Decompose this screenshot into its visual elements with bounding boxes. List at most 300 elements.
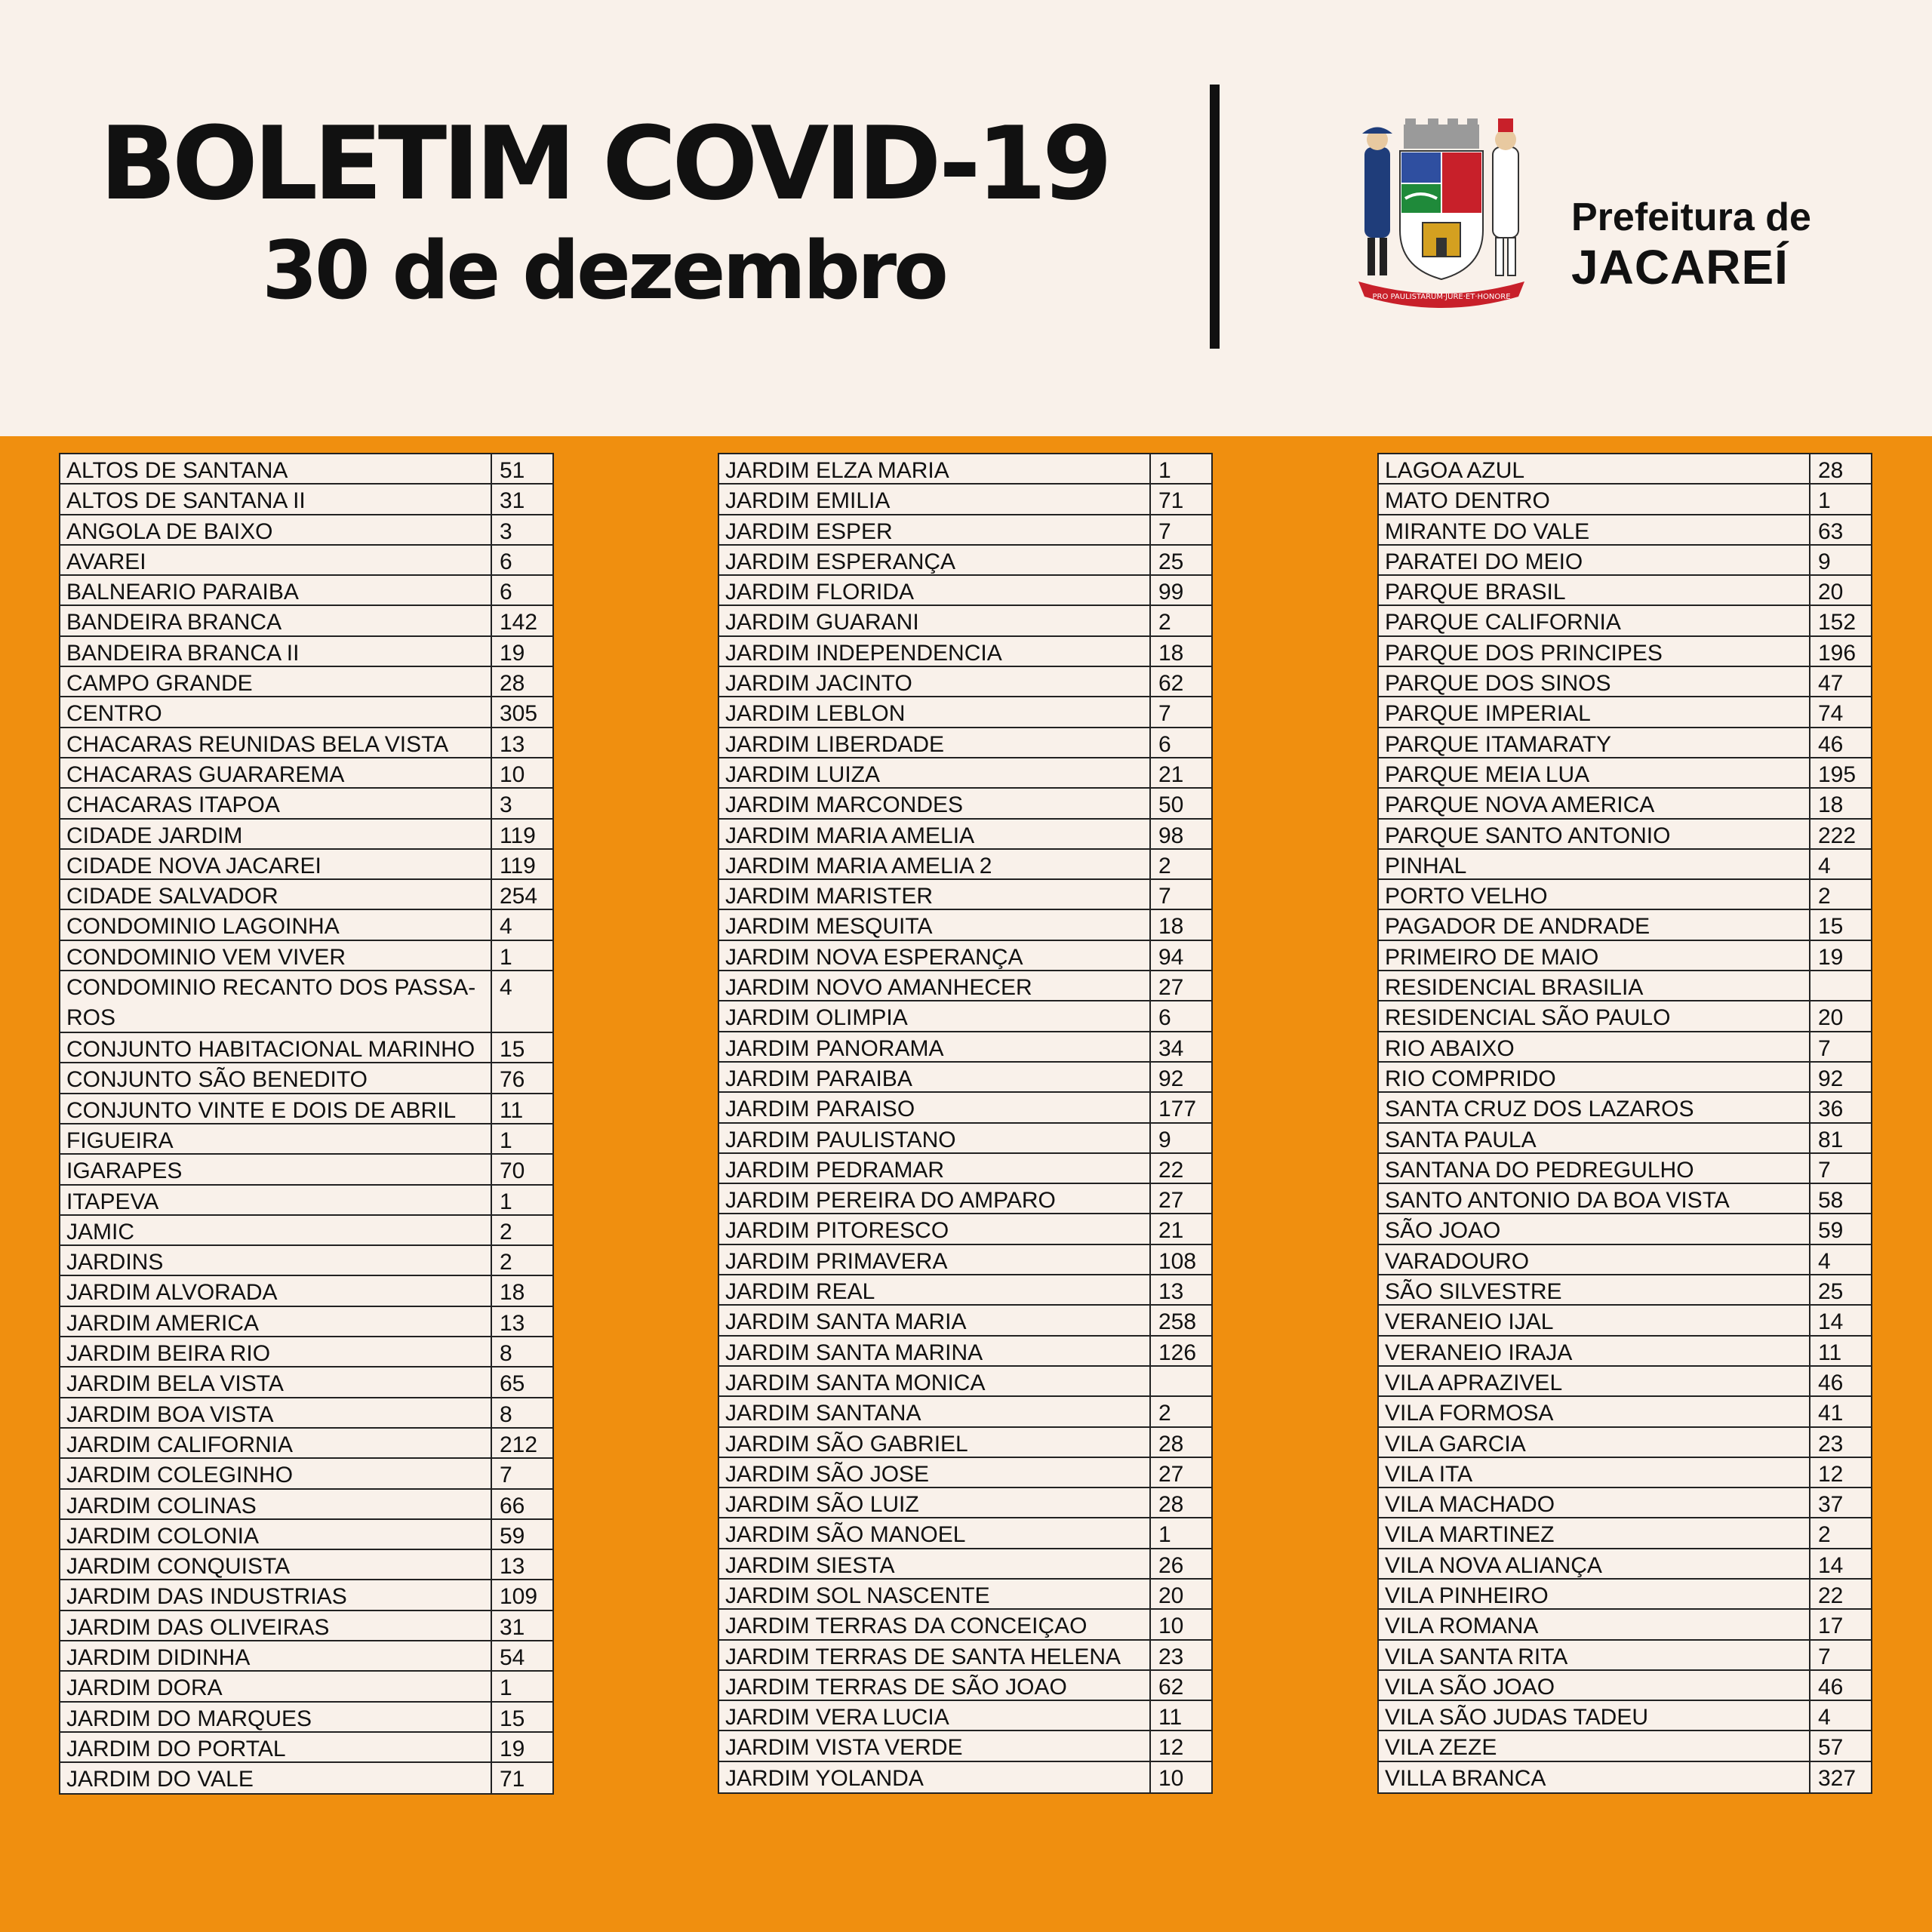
case-count: 21 bbox=[1158, 1218, 1184, 1244]
table-row bbox=[60, 697, 552, 728]
neighborhood-name: CAMPO GRANDE bbox=[60, 667, 492, 696]
case-count: 2 bbox=[1158, 1401, 1171, 1426]
neighborhood-name: JARDIM PRIMAVERA bbox=[719, 1245, 1151, 1274]
case-count: 7 bbox=[1158, 884, 1171, 909]
table-row bbox=[60, 1733, 552, 1763]
case-count: 62 bbox=[1158, 671, 1184, 697]
case-count: 212 bbox=[500, 1432, 538, 1457]
neighborhood-name: VILA ZEZE bbox=[1379, 1731, 1810, 1760]
case-count: 4 bbox=[500, 914, 512, 940]
neighborhood-name: JARDIM PAULISTANO bbox=[719, 1124, 1151, 1152]
case-count: 99 bbox=[1158, 580, 1184, 605]
neighborhood-name: JARDIM MESQUITA bbox=[719, 910, 1151, 939]
case-count: 28 bbox=[1818, 458, 1844, 483]
neighborhood-name: JARDIM VERA LUCIA bbox=[719, 1701, 1151, 1730]
case-count: 28 bbox=[500, 671, 525, 697]
table-row bbox=[60, 1459, 552, 1489]
table-row bbox=[1379, 1488, 1871, 1518]
neighborhood-name: JARDIM TERRAS DE SANTA HELENA bbox=[719, 1641, 1151, 1669]
neighborhood-name: JARDIM BOA VISTA bbox=[60, 1398, 492, 1427]
table-row bbox=[60, 1520, 552, 1550]
neighborhood-name: JARDIM ELZA MARIA bbox=[719, 454, 1151, 483]
case-count: 98 bbox=[1158, 823, 1184, 848]
case-count: 54 bbox=[500, 1644, 525, 1670]
case-count: 92 bbox=[1818, 1066, 1844, 1091]
case-count: 152 bbox=[1818, 610, 1857, 635]
neighborhood-name: JARDIM YOLANDA bbox=[719, 1762, 1151, 1792]
neighborhood-name: JARDIM LEBLON bbox=[719, 697, 1151, 726]
case-count bbox=[1810, 971, 1871, 1000]
table-row bbox=[719, 1610, 1211, 1640]
table-row bbox=[1379, 1154, 1871, 1184]
case-count: 222 bbox=[1818, 823, 1857, 848]
neighborhood-name: SANTO ANTONIO DA BOA VISTA bbox=[1379, 1184, 1810, 1213]
neighborhood-name: SANTA CRUZ DOS LAZAROS bbox=[1379, 1093, 1810, 1121]
table-row bbox=[719, 971, 1211, 1001]
case-count: 41 bbox=[1818, 1401, 1844, 1426]
table-row bbox=[719, 1275, 1211, 1306]
neighborhood-name: MATO DENTRO bbox=[1379, 485, 1810, 513]
table-row bbox=[60, 1094, 552, 1124]
case-count: 36 bbox=[1818, 1097, 1844, 1122]
neighborhood-name: VILA APRAZIVEL bbox=[1379, 1367, 1810, 1395]
case-count: 9 bbox=[1818, 549, 1831, 574]
neighborhood-name: JARDIM PANORAMA bbox=[719, 1032, 1151, 1061]
table-row bbox=[60, 667, 552, 697]
case-count: 15 bbox=[1818, 914, 1844, 940]
case-count: 7 bbox=[1818, 1644, 1831, 1669]
case-count: 2 bbox=[1818, 1522, 1831, 1548]
table-row bbox=[60, 1490, 552, 1520]
neighborhood-name: VILA ITA bbox=[1379, 1458, 1810, 1487]
case-count: 12 bbox=[1158, 1735, 1184, 1761]
table-row bbox=[719, 454, 1211, 485]
table-row bbox=[1379, 728, 1871, 758]
neighborhood-name: CENTRO bbox=[60, 697, 492, 726]
neighborhood-name: JARDIM FLORIDA bbox=[719, 576, 1151, 605]
table-row bbox=[1379, 1275, 1871, 1306]
neighborhood-name: PARATEI DO MEIO bbox=[1379, 546, 1810, 574]
case-count: 11 bbox=[500, 1097, 524, 1123]
case-count: 4 bbox=[1818, 853, 1831, 878]
neighborhood-name: PARQUE BRASIL bbox=[1379, 576, 1810, 605]
table-row bbox=[1379, 1337, 1871, 1367]
neighborhood-name: VILA NOVA ALIANÇA bbox=[1379, 1549, 1810, 1578]
neighborhood-name: ITAPEVA bbox=[60, 1186, 492, 1214]
case-count: 2 bbox=[1818, 884, 1831, 909]
case-count: 6 bbox=[500, 549, 512, 574]
neighborhood-name: JARDIM SÃO LUIZ bbox=[719, 1488, 1151, 1517]
table-row bbox=[1379, 1549, 1871, 1580]
neighborhood-name: JARDIM CALIFORNIA bbox=[60, 1429, 492, 1457]
neighborhood-name: JARDIM NOVO AMANHECER bbox=[719, 971, 1151, 1000]
case-count: 7 bbox=[500, 1463, 512, 1488]
case-count: 65 bbox=[500, 1371, 525, 1397]
case-count: 23 bbox=[1158, 1644, 1184, 1669]
table-row bbox=[719, 880, 1211, 910]
neighborhood-name: JARDIM LIBERDADE bbox=[719, 728, 1151, 757]
table-row bbox=[60, 1672, 552, 1702]
neighborhood-name: JARDIM SANTA MARIA bbox=[719, 1306, 1151, 1334]
case-count: 34 bbox=[1158, 1035, 1184, 1061]
bulletin-title: BOLETIM COVID-19 bbox=[99, 105, 1109, 223]
case-count: 46 bbox=[1818, 731, 1844, 757]
table-row bbox=[60, 1155, 552, 1185]
table-row bbox=[1379, 820, 1871, 850]
table-row bbox=[1379, 1762, 1871, 1792]
case-count: 13 bbox=[1158, 1279, 1184, 1305]
neighborhood-table-2 bbox=[718, 453, 1213, 1794]
case-count: 4 bbox=[500, 975, 512, 1001]
neighborhood-name: CHACARAS ITAPOA bbox=[60, 789, 492, 817]
neighborhood-name: JARDIM CONQUISTA bbox=[60, 1550, 492, 1579]
neighborhood-name: JARDIM INDEPENDENCIA bbox=[719, 637, 1151, 666]
neighborhood-name: VERANEIO IJAL bbox=[1379, 1306, 1810, 1334]
case-count: 22 bbox=[1818, 1583, 1844, 1608]
case-count: 8 bbox=[500, 1341, 512, 1367]
table-row bbox=[60, 637, 552, 667]
neighborhood-name: JARDIM PEDRAMAR bbox=[719, 1154, 1151, 1183]
table-row bbox=[60, 546, 552, 576]
table-row bbox=[719, 1306, 1211, 1336]
neighborhood-name: BANDEIRA BRANCA bbox=[60, 606, 492, 635]
case-count: 8 bbox=[500, 1401, 512, 1427]
case-count: 19 bbox=[500, 1736, 525, 1761]
case-count bbox=[1151, 1367, 1211, 1395]
table-row bbox=[1379, 546, 1871, 576]
neighborhood-name: CIDADE JARDIM bbox=[60, 820, 492, 848]
neighborhood-name: CONDOMINIO VEM VIVER bbox=[60, 941, 492, 970]
case-count: 4 bbox=[1818, 1248, 1831, 1274]
neighborhood-name: VILA PINHEIRO bbox=[1379, 1580, 1810, 1608]
neighborhood-name: JARDIM OLIMPIA bbox=[719, 1001, 1151, 1030]
case-count: 26 bbox=[1158, 1552, 1184, 1578]
table-row bbox=[1379, 1093, 1871, 1123]
neighborhood-name: JARDIM TERRAS DE SÃO JOAO bbox=[719, 1671, 1151, 1700]
case-count: 37 bbox=[1818, 1492, 1844, 1518]
table-row bbox=[1379, 941, 1871, 971]
case-count: 7 bbox=[1818, 1157, 1831, 1183]
case-count: 15 bbox=[500, 1037, 525, 1063]
case-count: 119 bbox=[500, 853, 536, 878]
table-row bbox=[719, 546, 1211, 576]
table-row bbox=[719, 1214, 1211, 1244]
table-row bbox=[719, 1549, 1211, 1580]
table-row bbox=[719, 758, 1211, 789]
table-row bbox=[1379, 1214, 1871, 1244]
case-count: 28 bbox=[1158, 1431, 1184, 1457]
table-row bbox=[1379, 454, 1871, 485]
case-count: 10 bbox=[1158, 1614, 1184, 1639]
neighborhood-name: JARDIM COLINAS bbox=[60, 1490, 492, 1518]
table-row bbox=[1379, 606, 1871, 636]
table-row bbox=[1379, 1184, 1871, 1214]
neighborhood-name: JARDIM MARISTER bbox=[719, 880, 1151, 909]
neighborhood-name: SANTANA DO PEDREGULHO bbox=[1379, 1154, 1810, 1183]
case-count: 23 bbox=[1818, 1431, 1844, 1457]
case-count: 31 bbox=[500, 488, 525, 514]
neighborhood-name: JARDIM SOL NASCENTE bbox=[719, 1580, 1151, 1608]
table-row bbox=[719, 667, 1211, 697]
case-count: 10 bbox=[500, 761, 525, 787]
table-row bbox=[1379, 1731, 1871, 1761]
case-count: 1 bbox=[1818, 488, 1831, 514]
case-count: 20 bbox=[1158, 1583, 1184, 1608]
neighborhood-name: JARDIM SÃO MANOEL bbox=[719, 1518, 1151, 1547]
neighborhood-name: PARQUE DOS SINOS bbox=[1379, 667, 1810, 696]
case-count: 108 bbox=[1158, 1248, 1197, 1274]
table-row bbox=[60, 880, 552, 910]
case-count: 195 bbox=[1818, 761, 1857, 787]
case-count: 7 bbox=[1818, 1035, 1831, 1061]
table-row bbox=[60, 1337, 552, 1367]
neighborhood-name: JARDIM PEREIRA DO AMPARO bbox=[719, 1184, 1151, 1213]
case-count: 7 bbox=[1158, 518, 1171, 544]
case-count: 119 bbox=[500, 823, 536, 848]
crest-motto-text: PRO PAULISTARUM·JURE·ET·HONORE bbox=[1372, 293, 1511, 301]
neighborhood-name: JARDIM LUIZA bbox=[719, 758, 1151, 787]
case-count: 258 bbox=[1158, 1309, 1197, 1335]
neighborhood-name: VILLA BRANCA bbox=[1379, 1762, 1810, 1792]
neighborhood-name: JARDIM DO PORTAL bbox=[60, 1733, 492, 1761]
neighborhood-name: VILA SANTA RITA bbox=[1379, 1641, 1810, 1669]
case-count: 11 bbox=[1158, 1705, 1183, 1730]
table-row bbox=[719, 1428, 1211, 1458]
table-row bbox=[60, 1186, 552, 1216]
case-count: 47 bbox=[1818, 671, 1844, 697]
case-count: 13 bbox=[500, 731, 525, 757]
case-count: 25 bbox=[1818, 1279, 1844, 1305]
table-row bbox=[1379, 515, 1871, 546]
neighborhood-name: SÃO SILVESTRE bbox=[1379, 1275, 1810, 1304]
neighborhood-name: MIRANTE DO VALE bbox=[1379, 515, 1810, 544]
case-count: 1 bbox=[500, 944, 512, 970]
table-row bbox=[1379, 880, 1871, 910]
table-row bbox=[60, 1033, 552, 1063]
case-count: 62 bbox=[1158, 1674, 1184, 1700]
neighborhood-name: JARDIM ESPER bbox=[719, 515, 1151, 544]
neighborhood-name: IGARAPES bbox=[60, 1155, 492, 1183]
neighborhood-name: PARQUE MEIA LUA bbox=[1379, 758, 1810, 787]
table-row bbox=[719, 1337, 1211, 1367]
neighborhood-name: RIO COMPRIDO bbox=[1379, 1063, 1810, 1091]
case-count: 20 bbox=[1818, 580, 1844, 605]
neighborhood-name: JARDIM BEIRA RIO bbox=[60, 1337, 492, 1366]
neighborhood-name: JARDIM SANTA MONICA bbox=[719, 1367, 1151, 1395]
table-row bbox=[1379, 1032, 1871, 1063]
table-row bbox=[719, 1641, 1211, 1671]
case-count: 27 bbox=[1158, 1461, 1184, 1487]
neighborhood-name: JARDIM DO VALE bbox=[60, 1763, 492, 1793]
neighborhood-name: RESIDENCIAL BRASILIA bbox=[1379, 971, 1810, 1000]
neighborhood-name: VILA MARTINEZ bbox=[1379, 1518, 1810, 1547]
table-row bbox=[719, 1518, 1211, 1549]
case-count: 20 bbox=[1818, 1005, 1844, 1031]
table-row bbox=[60, 606, 552, 636]
neighborhood-name: JARDIM EMILIA bbox=[719, 485, 1151, 513]
table-row bbox=[60, 789, 552, 819]
case-count: 177 bbox=[1158, 1097, 1197, 1122]
neighborhood-name: CIDADE NOVA JACAREI bbox=[60, 850, 492, 878]
case-count: 4 bbox=[1818, 1705, 1831, 1730]
table-row bbox=[60, 820, 552, 850]
neighborhood-name: PARQUE ITAMARATY bbox=[1379, 728, 1810, 757]
neighborhood-name: SANTA PAULA bbox=[1379, 1124, 1810, 1152]
table-row bbox=[719, 1063, 1211, 1093]
neighborhood-name: JARDIM DAS OLIVEIRAS bbox=[60, 1611, 492, 1640]
table-row bbox=[1379, 1063, 1871, 1093]
table-row bbox=[719, 910, 1211, 940]
table-row bbox=[1379, 850, 1871, 880]
table-row bbox=[719, 1367, 1211, 1397]
neighborhood-name: PORTO VELHO bbox=[1379, 880, 1810, 909]
header bbox=[0, 0, 1932, 436]
case-count: 19 bbox=[500, 640, 525, 666]
neighborhood-name: CONDOMINIO RECANTO DOS PASSA-ROS bbox=[60, 971, 492, 1032]
neighborhood-name: VILA SÃO JUDAS TADEU bbox=[1379, 1701, 1810, 1730]
table-row bbox=[719, 1001, 1211, 1032]
table-row bbox=[60, 1611, 552, 1641]
table-row bbox=[60, 576, 552, 606]
neighborhood-name: CIDADE SALVADOR bbox=[60, 880, 492, 909]
neighborhood-table-3 bbox=[1377, 453, 1872, 1794]
neighborhood-name: JARDIM ESPERANÇA bbox=[719, 546, 1151, 574]
table-row bbox=[719, 697, 1211, 728]
neighborhood-name: JARDIM COLEGINHO bbox=[60, 1459, 492, 1487]
table-row bbox=[719, 1154, 1211, 1184]
neighborhood-name: ALTOS DE SANTANA II bbox=[60, 485, 492, 513]
neighborhood-name: JARDIM PITORESCO bbox=[719, 1214, 1151, 1243]
neighborhood-name: JARDIM AMERICA bbox=[60, 1307, 492, 1336]
neighborhood-name: PARQUE SANTO ANTONIO bbox=[1379, 820, 1810, 848]
table-row bbox=[719, 1093, 1211, 1123]
case-count: 1 bbox=[500, 1189, 512, 1214]
neighborhood-name: JARDIM SÃO GABRIEL bbox=[719, 1428, 1151, 1457]
case-count: 6 bbox=[1158, 1005, 1171, 1031]
table-row bbox=[1379, 1428, 1871, 1458]
case-count: 71 bbox=[1158, 488, 1184, 514]
case-count: 57 bbox=[1818, 1735, 1844, 1761]
table-row bbox=[60, 1276, 552, 1306]
neighborhood-name: PRIMEIRO DE MAIO bbox=[1379, 941, 1810, 970]
table-row bbox=[719, 850, 1211, 880]
table-row bbox=[1379, 789, 1871, 819]
case-count: 63 bbox=[1818, 518, 1844, 544]
neighborhood-name: VILA FORMOSA bbox=[1379, 1397, 1810, 1426]
table-row bbox=[60, 758, 552, 789]
table-row bbox=[1379, 1367, 1871, 1397]
neighborhood-name: JARDIM SÃO JOSE bbox=[719, 1458, 1151, 1487]
neighborhood-name: CONJUNTO VINTE E DOIS DE ABRIL bbox=[60, 1094, 492, 1123]
table-row bbox=[1379, 1518, 1871, 1549]
case-count: 1 bbox=[500, 1128, 512, 1153]
case-count: 21 bbox=[1158, 761, 1184, 787]
table-row bbox=[719, 576, 1211, 606]
city-name: JACAREÍ bbox=[1571, 240, 1789, 294]
neighborhood-name: LAGOA AZUL bbox=[1379, 454, 1810, 483]
table-row bbox=[719, 1762, 1211, 1792]
neighborhood-name: SÃO JOAO bbox=[1379, 1214, 1810, 1243]
neighborhood-name: JARDIM REAL bbox=[719, 1275, 1151, 1304]
case-count: 19 bbox=[1818, 944, 1844, 970]
table-row bbox=[1379, 576, 1871, 606]
case-count: 25 bbox=[1158, 549, 1184, 574]
case-count: 11 bbox=[1818, 1340, 1842, 1365]
case-count: 3 bbox=[500, 518, 512, 544]
neighborhood-name: PARQUE NOVA AMERICA bbox=[1379, 789, 1810, 817]
case-count: 9 bbox=[1158, 1127, 1171, 1152]
neighborhood-name: JARDIM NOVA ESPERANÇA bbox=[719, 941, 1151, 970]
neighborhood-name: VILA MACHADO bbox=[1379, 1488, 1810, 1517]
table-row bbox=[60, 1580, 552, 1611]
neighborhood-name: CONDOMINIO LAGOINHA bbox=[60, 910, 492, 939]
neighborhood-name: JARDIM DIDINHA bbox=[60, 1641, 492, 1670]
neighborhood-name: JARDIM SANTA MARINA bbox=[719, 1337, 1151, 1365]
table-row bbox=[1379, 1580, 1871, 1610]
case-count: 92 bbox=[1158, 1066, 1184, 1091]
neighborhood-name: ANGOLA DE BAIXO bbox=[60, 515, 492, 544]
neighborhood-name: VILA ROMANA bbox=[1379, 1610, 1810, 1638]
neighborhood-name: JARDIM DO MARQUES bbox=[60, 1703, 492, 1731]
table-row bbox=[1379, 1306, 1871, 1336]
case-count: 254 bbox=[500, 884, 538, 909]
neighborhood-name: CONJUNTO SÃO BENEDITO bbox=[60, 1063, 492, 1092]
neighborhood-name: JARDIM PARAIBA bbox=[719, 1063, 1151, 1091]
neighborhood-name: ALTOS DE SANTANA bbox=[60, 454, 492, 483]
case-count: 126 bbox=[1158, 1340, 1197, 1365]
case-count: 12 bbox=[1818, 1461, 1844, 1487]
table-row bbox=[719, 1184, 1211, 1214]
prefeitura-label bbox=[1571, 195, 1811, 294]
table-row bbox=[60, 1063, 552, 1094]
bulletin-date: 30 de dezembro bbox=[262, 224, 946, 317]
table-row bbox=[60, 454, 552, 485]
neighborhood-name: JARDIM SIESTA bbox=[719, 1549, 1151, 1578]
table-row bbox=[60, 1429, 552, 1459]
case-count: 70 bbox=[500, 1158, 525, 1184]
case-count: 142 bbox=[500, 610, 538, 635]
table-row bbox=[719, 1488, 1211, 1518]
case-count: 14 bbox=[1818, 1552, 1844, 1578]
neighborhood-name: JARDIM DORA bbox=[60, 1672, 492, 1700]
table-row bbox=[60, 1246, 552, 1276]
table-row bbox=[1379, 1397, 1871, 1427]
neighborhood-name: JARDIM MARIA AMELIA 2 bbox=[719, 850, 1151, 878]
case-count: 10 bbox=[1158, 1765, 1184, 1791]
case-count: 71 bbox=[500, 1767, 525, 1792]
table-row bbox=[1379, 485, 1871, 515]
case-count: 51 bbox=[500, 458, 525, 483]
neighborhood-name: RESIDENCIAL SÃO PAULO bbox=[1379, 1001, 1810, 1030]
table-row bbox=[60, 1124, 552, 1155]
case-count: 1 bbox=[500, 1675, 512, 1701]
table-row bbox=[1379, 910, 1871, 940]
case-count: 94 bbox=[1158, 944, 1184, 970]
table-row bbox=[719, 606, 1211, 636]
table-row bbox=[1379, 1001, 1871, 1032]
table-row bbox=[1379, 667, 1871, 697]
case-count: 59 bbox=[1818, 1218, 1844, 1244]
neighborhood-name: CHACARAS REUNIDAS BELA VISTA bbox=[60, 728, 492, 757]
neighborhood-name: JARDINS bbox=[60, 1246, 492, 1275]
table-row bbox=[719, 1580, 1211, 1610]
city-crest-logo bbox=[1351, 117, 1532, 313]
case-count: 66 bbox=[500, 1493, 525, 1518]
table-row bbox=[60, 1641, 552, 1672]
case-count: 2 bbox=[500, 1250, 512, 1275]
case-count: 13 bbox=[500, 1310, 525, 1336]
neighborhood-name: JAMIC bbox=[60, 1216, 492, 1244]
